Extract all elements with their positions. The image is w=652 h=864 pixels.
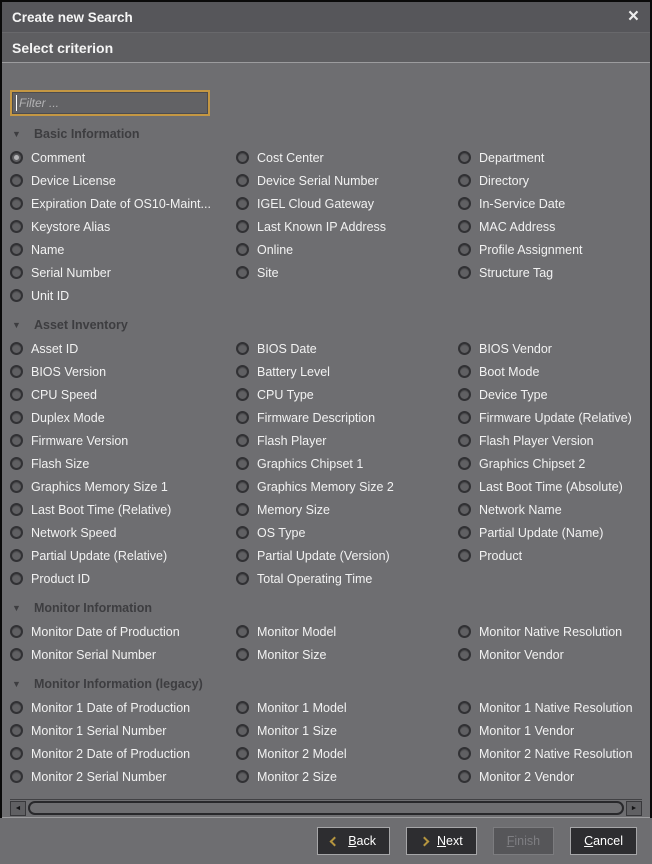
criterion-keystore-alias[interactable]: [10, 215, 236, 238]
finish-button: [493, 827, 554, 855]
criterion-partial-update-relative[interactable]: [10, 544, 236, 567]
radio-icon[interactable]: [458, 434, 471, 447]
criterion-label: Flash Player Version: [479, 433, 594, 448]
criterion-label: BIOS Version: [31, 364, 107, 379]
radio-icon[interactable]: [458, 243, 471, 256]
criterion-department[interactable]: [458, 146, 642, 169]
criterion-label: Flash Size: [31, 456, 90, 471]
criterion-boot-mode[interactable]: [458, 360, 642, 383]
criterion-label: Monitor 2 Size: [257, 769, 337, 784]
criterion-cpu-speed[interactable]: [10, 383, 236, 406]
radio-icon[interactable]: [10, 625, 23, 638]
criterion-label: Monitor 2 Native Resolution: [479, 746, 633, 761]
criterion-label: Device License: [31, 173, 116, 188]
radio-icon[interactable]: [458, 747, 471, 760]
criterion-cost-center[interactable]: [236, 146, 458, 169]
finish-button-label: [507, 834, 540, 848]
radio-icon[interactable]: [458, 266, 471, 279]
criterion-label: Monitor Serial Number: [31, 647, 157, 662]
finish-label-rest: inish: [514, 834, 541, 848]
criterion-device-type[interactable]: [458, 383, 642, 406]
criterion-label: Firmware Description: [257, 410, 376, 425]
criterion-cpu-type[interactable]: [236, 383, 458, 406]
radio-icon[interactable]: [10, 457, 23, 470]
criterion-label: Monitor Native Resolution: [479, 624, 623, 639]
section-grid: [10, 337, 642, 590]
criterion-label: Cost Center: [257, 150, 324, 165]
criterion-label: Keystore Alias: [31, 219, 111, 234]
collapse-triangle-icon: ▼: [12, 602, 21, 613]
cancel-mnemonic: C: [584, 834, 594, 848]
radio-icon[interactable]: [10, 572, 23, 585]
criterion-monitor-2-vendor[interactable]: [458, 765, 642, 788]
radio-icon[interactable]: [236, 747, 249, 760]
section-header-basic-information[interactable]: [10, 122, 642, 146]
criterion-label: Firmware Update (Relative): [479, 410, 632, 425]
criterion-label: Partial Update (Version): [257, 548, 390, 563]
criterion-label: Structure Tag: [479, 265, 554, 280]
radio-icon[interactable]: [236, 266, 249, 279]
criterion-flash-player[interactable]: [236, 429, 458, 452]
criterion-name[interactable]: [10, 238, 236, 261]
radio-icon[interactable]: [236, 480, 249, 493]
radio-icon[interactable]: [236, 411, 249, 424]
back-button-label: [348, 834, 376, 848]
dialog-titlebar: [2, 2, 650, 33]
criterion-total-operating-time[interactable]: [236, 567, 458, 590]
radio-icon[interactable]: [10, 151, 23, 164]
radio-icon[interactable]: [10, 747, 23, 760]
finish-mnemonic: F: [506, 834, 515, 848]
criterion-monitor-2-native-resolution[interactable]: [458, 742, 642, 765]
criterion-label: Device Type: [479, 387, 548, 402]
radio-icon[interactable]: [10, 701, 23, 714]
radio-icon[interactable]: [10, 220, 23, 233]
section-label: Basic Information: [34, 127, 140, 141]
section-monitor-information-legacy: [10, 672, 642, 788]
horizontal-scrollbar[interactable]: [10, 799, 642, 817]
criterion-label: BIOS Vendor: [479, 341, 552, 356]
criterion-label: Product: [479, 548, 523, 563]
criterion-monitor-1-size[interactable]: [236, 719, 458, 742]
criterion-label: Asset ID: [31, 341, 79, 356]
criterion-label: Monitor Vendor: [479, 647, 564, 662]
criterion-label: Directory: [479, 173, 530, 188]
radio-icon[interactable]: [458, 770, 471, 783]
radio-icon[interactable]: [10, 770, 23, 783]
scroll-left-button[interactable]: [10, 801, 26, 816]
radio-icon[interactable]: [10, 411, 23, 424]
criterion-label: In-Service Date: [479, 196, 566, 211]
criterion-label: Graphics Chipset 1: [257, 456, 364, 471]
criterion-last-known-ip-address[interactable]: [236, 215, 458, 238]
back-label-rest: ack: [356, 834, 376, 848]
criterion-device-serial-number[interactable]: [236, 169, 458, 192]
radio-icon[interactable]: [10, 480, 23, 493]
radio-icon[interactable]: [458, 151, 471, 164]
radio-icon[interactable]: [10, 243, 23, 256]
radio-icon[interactable]: [10, 648, 23, 661]
scroll-right-arrow-icon: ►: [630, 804, 638, 812]
radio-icon[interactable]: [236, 701, 249, 714]
radio-icon[interactable]: [458, 411, 471, 424]
radio-icon[interactable]: [236, 526, 249, 539]
radio-icon[interactable]: [10, 526, 23, 539]
radio-icon[interactable]: [236, 174, 249, 187]
section-label: Monitor Information (legacy): [34, 677, 203, 691]
radio-icon[interactable]: [458, 503, 471, 516]
criterion-label: Online: [257, 242, 294, 257]
section-basic-information: [10, 122, 642, 307]
criterion-graphics-chipset-1[interactable]: [236, 452, 458, 475]
radio-icon[interactable]: [10, 549, 23, 562]
scroll-left-arrow-icon: ◄: [14, 804, 22, 812]
criterion-label: Monitor 1 Size: [257, 723, 337, 738]
criterion-asset-id[interactable]: [10, 337, 236, 360]
close-icon[interactable]: ×: [627, 6, 639, 27]
criterion-label: Monitor 2 Model: [257, 746, 347, 761]
radio-icon[interactable]: [236, 457, 249, 470]
radio-icon[interactable]: [10, 197, 23, 210]
criterion-online[interactable]: [236, 238, 458, 261]
criterion-label: Monitor Model: [257, 624, 337, 639]
radio-icon[interactable]: [10, 342, 23, 355]
criterion-monitor-native-resolution[interactable]: [458, 620, 642, 643]
criterion-monitor-1-vendor[interactable]: [458, 719, 642, 742]
collapse-triangle-icon: ▼: [12, 319, 21, 330]
radio-icon[interactable]: [10, 266, 23, 279]
radio-icon[interactable]: [458, 197, 471, 210]
criterion-label: Network Name: [479, 502, 562, 517]
scroll-right-button[interactable]: [626, 801, 642, 816]
cancel-label-rest: ancel: [593, 834, 623, 848]
scrollbar-thumb[interactable]: [28, 801, 624, 815]
next-label-rest: ext: [446, 834, 463, 848]
wizard-step-title: Select criterion: [12, 39, 114, 56]
back-mnemonic: B: [348, 834, 357, 848]
radio-icon[interactable]: [236, 434, 249, 447]
criterion-label: Expiration Date of OS10-Maint...: [31, 196, 211, 211]
criterion-graphics-chipset-2[interactable]: [458, 452, 642, 475]
radio-icon[interactable]: [10, 503, 23, 516]
radio-icon[interactable]: [236, 342, 249, 355]
criterion-comment[interactable]: [10, 146, 236, 169]
criterion-label: BIOS Date: [257, 341, 317, 356]
criterion-label: Battery Level: [257, 364, 330, 379]
radio-icon[interactable]: [458, 625, 471, 638]
criterion-monitor-size[interactable]: [236, 643, 458, 666]
criterion-label: Monitor 1 Vendor: [479, 723, 575, 738]
criterion-graphics-memory-size-2[interactable]: [236, 475, 458, 498]
criterion-product[interactable]: [458, 544, 642, 567]
radio-icon[interactable]: [10, 289, 23, 302]
criterion-label: Partial Update (Relative): [31, 548, 168, 563]
criterion-label: Memory Size: [257, 502, 330, 517]
criterion-battery-level[interactable]: [236, 360, 458, 383]
criterion-label: Profile Assignment: [479, 242, 583, 257]
criterion-label: IGEL Cloud Gateway: [257, 196, 374, 211]
filter-field-wrap: [10, 90, 642, 116]
radio-icon[interactable]: [236, 151, 249, 164]
criterion-label: Last Boot Time (Absolute): [479, 479, 623, 494]
criterion-label: Graphics Memory Size 2: [257, 479, 394, 494]
criterion-monitor-1-date-of-production[interactable]: [10, 696, 236, 719]
radio-icon[interactable]: [236, 770, 249, 783]
criterion-flash-size[interactable]: [10, 452, 236, 475]
section-asset-inventory: [10, 313, 642, 590]
criterion-panel: [2, 63, 650, 817]
criterion-last-boot-time-absolute[interactable]: [458, 475, 642, 498]
criterion-last-boot-time-relative[interactable]: [10, 498, 236, 521]
criterion-label: Department: [479, 150, 545, 165]
radio-icon[interactable]: [458, 526, 471, 539]
criterion-label: Graphics Memory Size 1: [31, 479, 168, 494]
radio-icon[interactable]: [236, 197, 249, 210]
criterion-label: Partial Update (Name): [479, 525, 604, 540]
collapse-triangle-icon: ▼: [12, 128, 21, 139]
criterion-label: Monitor Size: [257, 647, 327, 662]
criterion-label: Firmware Version: [31, 433, 129, 448]
radio-icon[interactable]: [458, 457, 471, 470]
next-mnemonic: N: [437, 834, 447, 848]
section-header-monitor-information[interactable]: [10, 596, 642, 620]
next-button[interactable]: [406, 827, 477, 855]
criterion-monitor-1-native-resolution[interactable]: [458, 696, 642, 719]
cancel-button[interactable]: [570, 827, 637, 855]
radio-icon[interactable]: [236, 243, 249, 256]
criterion-label: Unit ID: [31, 288, 70, 303]
criterion-label: Total Operating Time: [257, 571, 373, 586]
criterion-monitor-vendor[interactable]: [458, 643, 642, 666]
section-grid: [10, 620, 642, 666]
wizard-step-header: [2, 33, 650, 62]
radio-icon[interactable]: [458, 365, 471, 378]
criterion-label: OS Type: [257, 525, 306, 540]
criterion-memory-size[interactable]: [236, 498, 458, 521]
criterion-sections: [10, 116, 642, 788]
criterion-firmware-update-relative[interactable]: [458, 406, 642, 429]
criterion-label: Duplex Mode: [31, 410, 105, 425]
section-label: Asset Inventory: [34, 318, 128, 332]
criterion-monitor-1-serial-number[interactable]: [10, 719, 236, 742]
radio-icon[interactable]: [236, 388, 249, 401]
radio-icon[interactable]: [458, 174, 471, 187]
criterion-monitor-model[interactable]: [236, 620, 458, 643]
criterion-label: Monitor 2 Vendor: [479, 769, 575, 784]
back-button[interactable]: [317, 827, 390, 855]
criterion-label: Boot Mode: [479, 364, 540, 379]
criterion-in-service-date[interactable]: [458, 192, 642, 215]
criterion-monitor-date-of-production[interactable]: [10, 620, 236, 643]
criterion-label: Monitor 1 Date of Production: [31, 700, 191, 715]
criterion-label: Monitor Date of Production: [31, 624, 180, 639]
criterion-label: Product ID: [31, 571, 91, 586]
criterion-label: Monitor 2 Date of Production: [31, 746, 191, 761]
radio-icon[interactable]: [458, 342, 471, 355]
criterion-label: Graphics Chipset 2: [479, 456, 586, 471]
criterion-monitor-2-date-of-production[interactable]: [10, 742, 236, 765]
criterion-monitor-serial-number[interactable]: [10, 643, 236, 666]
criterion-duplex-mode[interactable]: [10, 406, 236, 429]
criterion-label: Monitor 1 Model: [257, 700, 347, 715]
wizard-button-bar: [0, 818, 652, 864]
criterion-os-type[interactable]: [236, 521, 458, 544]
criterion-serial-number[interactable]: [10, 261, 236, 284]
radio-icon[interactable]: [10, 724, 23, 737]
filter-input[interactable]: [10, 90, 210, 116]
criterion-device-license[interactable]: [10, 169, 236, 192]
radio-icon[interactable]: [236, 625, 249, 638]
criterion-expiration-date-of-os10-maint[interactable]: [10, 192, 236, 215]
criterion-mac-address[interactable]: [458, 215, 642, 238]
chevron-right-icon: [420, 836, 430, 846]
radio-icon[interactable]: [10, 365, 23, 378]
criterion-label: Network Speed: [31, 525, 117, 540]
radio-icon[interactable]: [236, 572, 249, 585]
criterion-monitor-1-model[interactable]: [236, 696, 458, 719]
criterion-flash-player-version[interactable]: [458, 429, 642, 452]
radio-icon[interactable]: [458, 220, 471, 233]
criterion-network-name[interactable]: [458, 498, 642, 521]
criterion-label: Last Boot Time (Relative): [31, 502, 172, 517]
criterion-label: Name: [31, 242, 65, 257]
radio-icon[interactable]: [236, 365, 249, 378]
criterion-graphics-memory-size-1[interactable]: [10, 475, 236, 498]
next-button-label: [437, 834, 463, 848]
criterion-label: Comment: [31, 150, 86, 165]
radio-icon[interactable]: [10, 174, 23, 187]
radio-icon[interactable]: [458, 549, 471, 562]
radio-icon[interactable]: [236, 503, 249, 516]
radio-icon[interactable]: [458, 648, 471, 661]
criterion-firmware-description[interactable]: [236, 406, 458, 429]
criterion-label: Last Known IP Address: [257, 219, 387, 234]
radio-icon[interactable]: [236, 220, 249, 233]
chevron-left-icon: [330, 836, 340, 846]
radio-icon[interactable]: [458, 701, 471, 714]
criterion-directory[interactable]: [458, 169, 642, 192]
criterion-bios-vendor[interactable]: [458, 337, 642, 360]
radio-icon[interactable]: [10, 388, 23, 401]
criterion-monitor-2-size[interactable]: [236, 765, 458, 788]
radio-icon[interactable]: [236, 648, 249, 661]
criterion-bios-version[interactable]: [10, 360, 236, 383]
criterion-site[interactable]: [236, 261, 458, 284]
criterion-label: Monitor 2 Serial Number: [31, 769, 167, 784]
criterion-bios-date[interactable]: [236, 337, 458, 360]
section-grid: [10, 696, 642, 788]
criterion-label: Serial Number: [31, 265, 111, 280]
criterion-monitor-2-serial-number[interactable]: [10, 765, 236, 788]
section-header-monitor-information-legacy[interactable]: [10, 672, 642, 696]
criterion-profile-assignment[interactable]: [458, 238, 642, 261]
criterion-igel-cloud-gateway[interactable]: [236, 192, 458, 215]
cancel-button-label: [584, 834, 623, 848]
radio-icon[interactable]: [236, 549, 249, 562]
criterion-partial-update-name[interactable]: [458, 521, 642, 544]
criterion-label: CPU Type: [257, 387, 314, 402]
radio-icon[interactable]: [458, 388, 471, 401]
section-header-asset-inventory[interactable]: [10, 313, 642, 337]
criterion-network-speed[interactable]: [10, 521, 236, 544]
criterion-label: Flash Player: [257, 433, 327, 448]
criterion-label: Device Serial Number: [257, 173, 379, 188]
criterion-label: Monitor 1 Native Resolution: [479, 700, 633, 715]
radio-icon[interactable]: [458, 724, 471, 737]
radio-icon[interactable]: [458, 480, 471, 493]
collapse-triangle-icon: ▼: [12, 678, 21, 689]
criterion-unit-id[interactable]: [10, 284, 236, 307]
criterion-label: Site: [257, 265, 279, 280]
radio-icon[interactable]: [10, 434, 23, 447]
criterion-label: Monitor 1 Serial Number: [31, 723, 167, 738]
dialog-title: Create new Search: [12, 9, 133, 25]
text-caret: [16, 95, 17, 111]
criterion-monitor-2-model[interactable]: [236, 742, 458, 765]
criterion-partial-update-version[interactable]: [236, 544, 458, 567]
criterion-firmware-version[interactable]: [10, 429, 236, 452]
radio-icon[interactable]: [236, 724, 249, 737]
section-grid: [10, 146, 642, 307]
criterion-product-id[interactable]: [10, 567, 236, 590]
section-monitor-information: [10, 596, 642, 666]
criterion-label: MAC Address: [479, 219, 556, 234]
criterion-label: CPU Speed: [31, 387, 98, 402]
criterion-structure-tag[interactable]: [458, 261, 642, 284]
section-label: Monitor Information: [34, 601, 153, 615]
